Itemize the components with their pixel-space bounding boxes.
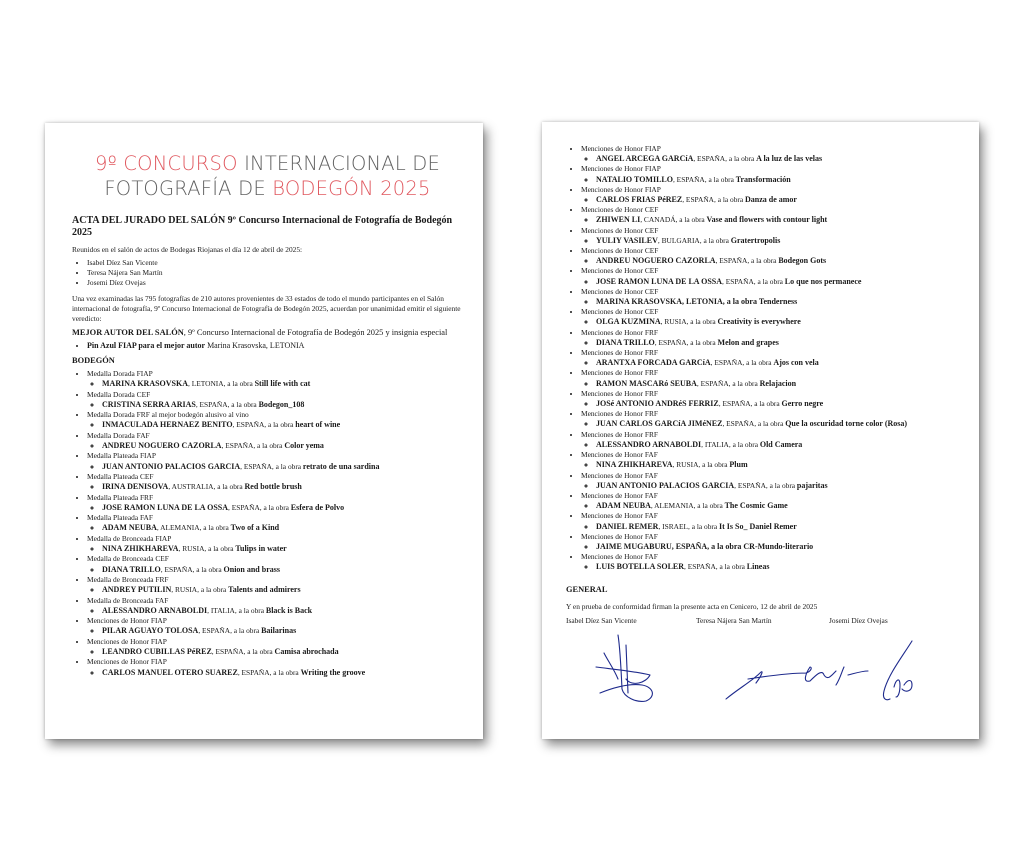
award-winner-list bbox=[87, 544, 463, 554]
award-category-label: Menciones de Honor FIAP bbox=[87, 636, 167, 646]
award-category bbox=[87, 431, 463, 452]
winner-name: ARANTXA FORCADA GARCíA bbox=[596, 358, 711, 368]
award-category bbox=[87, 472, 463, 493]
juror-item: • Josemi Díez Ovejas bbox=[87, 278, 463, 288]
award-category-label: Medalla de Bronceada FRF bbox=[87, 574, 169, 584]
award-category-label: Menciones de Honor FAF bbox=[581, 531, 658, 541]
award-category-label: Medalla de Bronceada FAF bbox=[87, 595, 169, 605]
award-winner bbox=[102, 482, 463, 492]
award-winner bbox=[596, 154, 963, 164]
signatures-image bbox=[566, 627, 963, 707]
award-category-label: Menciones de Honor CEF bbox=[581, 225, 659, 235]
winner-name: NINA ZHIKHAREVA bbox=[596, 460, 673, 470]
award-winner bbox=[102, 462, 463, 472]
signatures-area bbox=[566, 627, 963, 707]
award-winner bbox=[596, 562, 963, 572]
award-category bbox=[87, 596, 463, 617]
winner-name: JOSé ANTONIO ANDRéS FERRIZ bbox=[596, 399, 719, 409]
award-winner bbox=[102, 400, 463, 410]
award-winner bbox=[596, 379, 963, 389]
winner-work-title: Plum bbox=[729, 460, 748, 470]
winner-country: , ESPAÑA, a la obra bbox=[672, 174, 736, 184]
pin-item bbox=[87, 340, 463, 351]
winner-work-title: heart of wine bbox=[295, 420, 341, 430]
award-category-label: Menciones de Honor FRF bbox=[581, 388, 658, 398]
signatory-name: Teresa Nájera San Martín bbox=[696, 615, 772, 625]
winner-name: CARLOS MANUEL OTERO SUAREZ bbox=[102, 667, 238, 677]
title-red-part-2: BODEGÓN 2025 bbox=[272, 177, 431, 200]
acta-page-1 bbox=[45, 123, 483, 739]
award-winner bbox=[102, 585, 463, 595]
award-winner bbox=[102, 606, 463, 616]
winner-name: DIANA TRILLO bbox=[102, 564, 161, 574]
award-winner-list bbox=[581, 481, 963, 491]
award-winner bbox=[102, 544, 463, 554]
award-winner-list bbox=[87, 503, 463, 513]
winner-work-title: Bodegon_108 bbox=[258, 399, 305, 409]
award-category-label: Medalla de Bronceada FIAP bbox=[87, 533, 172, 543]
winner-name: JUAN ANTONIO PALACIOS GARCIA bbox=[596, 480, 735, 490]
winner-name: MARINA KRASOVSKA, LETONIA, a la obra Tenderness bbox=[596, 297, 798, 307]
winner-country: , ITALIA, a la obra bbox=[207, 605, 266, 615]
award-winner-list bbox=[581, 256, 963, 266]
winner-country: , ESPAÑA, a la obra bbox=[684, 562, 747, 572]
winner-name: ALESSANDRO ARNABOLDI bbox=[596, 439, 702, 449]
winner-name: NATALIO TOMILLO bbox=[596, 174, 673, 184]
winner-work-title: Writing the groove bbox=[300, 667, 366, 677]
winner-country: , ESPAÑA, a la obra bbox=[722, 276, 785, 286]
acta-heading: ACTA DEL JURADO DEL SALÓN 9º Concurso Internacional de Fotografía de Bodegón 2025 bbox=[72, 215, 453, 238]
award-winner-list bbox=[581, 358, 963, 368]
award-winner bbox=[102, 503, 463, 513]
signatory-names bbox=[566, 616, 963, 625]
award-winner-list bbox=[87, 626, 463, 636]
winner-country: , ESPAÑA, a la obra bbox=[240, 461, 303, 471]
award-winner bbox=[596, 277, 963, 287]
award-category bbox=[581, 144, 963, 164]
winner-country: , ESPAÑA, a la obra bbox=[221, 441, 285, 451]
contest-title bbox=[72, 151, 463, 201]
award-category-label: Menciones de Honor FIAP bbox=[581, 144, 661, 153]
mejor-autor-label: MEJOR AUTOR DEL SALÓN bbox=[72, 328, 184, 337]
award-category bbox=[87, 637, 463, 658]
winner-country: , ESPAÑA, a la obra bbox=[693, 154, 757, 164]
winner-work-title: Ajos con vela bbox=[773, 358, 819, 368]
mejor-autor-line bbox=[72, 327, 463, 338]
winner-country: , ESPAÑA, a la obra bbox=[710, 358, 774, 368]
winner-country: , ISRAEL, a la obra bbox=[658, 521, 720, 531]
juror-item: • Isabel Díez San Vicente bbox=[87, 258, 463, 268]
award-winner-list bbox=[581, 195, 963, 205]
award-winner bbox=[102, 626, 463, 636]
award-winner-list bbox=[87, 647, 463, 657]
winner-work-title: The Cosmic Game bbox=[724, 501, 788, 511]
award-winner-list bbox=[581, 297, 963, 307]
award-winner-list bbox=[87, 585, 463, 595]
award-category bbox=[87, 390, 463, 411]
winner-name: OLGA KUZMINA bbox=[596, 317, 661, 327]
award-winner-list bbox=[87, 482, 463, 492]
winner-name: ANGEL ARCEGA GARCíA bbox=[596, 154, 694, 164]
award-list bbox=[72, 369, 463, 678]
award-category-label: Menciones de Honor CEF bbox=[581, 246, 659, 256]
winner-country: , ESPAÑA, a la obra bbox=[654, 337, 718, 347]
winner-country: , ITALIA, a la obra bbox=[701, 439, 760, 449]
award-winner-list bbox=[581, 236, 963, 246]
award-winner-list bbox=[581, 440, 963, 450]
winner-name: ADAM NEUBA bbox=[596, 501, 651, 511]
award-list bbox=[566, 144, 963, 573]
award-category bbox=[87, 451, 463, 472]
winner-country: , LETONIA, a la obra bbox=[188, 379, 255, 389]
award-winner-list bbox=[87, 668, 463, 678]
award-category bbox=[581, 471, 963, 491]
award-category bbox=[581, 226, 963, 246]
award-winner bbox=[596, 338, 963, 348]
winner-country: , ALEMANIA, a la obra bbox=[650, 501, 725, 511]
award-category-label: Menciones de Honor FRF bbox=[581, 429, 658, 439]
winner-work-title: Melon and grapes bbox=[717, 337, 779, 347]
winner-name: ALESSANDRO ARNABOLDI bbox=[102, 605, 208, 615]
pin-rest: Marina Krasovska, LETONIA bbox=[205, 341, 305, 350]
award-category bbox=[87, 534, 463, 555]
award-category-label: Medalla Dorada CEF bbox=[87, 389, 151, 399]
award-winner bbox=[596, 236, 963, 246]
award-category bbox=[87, 369, 463, 390]
winner-country: , RUSIA, a la obra bbox=[672, 460, 730, 470]
award-category-label: Menciones de Honor FIAP bbox=[581, 164, 661, 174]
winner-name: JAIME MUGABURU, ESPAÑA, a la obra CR-Mundo-literario bbox=[596, 541, 814, 551]
award-category-label: Medalla Dorada FAF bbox=[87, 430, 150, 440]
award-category-label: Menciones de Honor FIAP bbox=[87, 616, 167, 626]
winner-work-title: pajaritas bbox=[796, 480, 828, 490]
award-category-label: Menciones de Honor FAF bbox=[581, 450, 658, 460]
award-category bbox=[581, 389, 963, 409]
mejor-autor-rest: , 9º Concurso Internacional de Fotografía de Bodegón 2025 y insignia especial bbox=[183, 328, 448, 337]
award-winner-list bbox=[581, 317, 963, 327]
award-winner bbox=[596, 542, 963, 552]
award-winner bbox=[102, 565, 463, 575]
winner-name: ANDREU NOGUERO CAZORLA bbox=[102, 441, 222, 451]
award-winner bbox=[596, 195, 963, 205]
winner-name: DANIEL REMER bbox=[596, 521, 659, 531]
award-category bbox=[581, 328, 963, 348]
winner-name: MARINA KRASOVSKA bbox=[102, 379, 189, 389]
award-category-label: Menciones de Honor FRF bbox=[581, 368, 658, 378]
winner-country: , ESPAÑA, a la obra bbox=[198, 626, 262, 636]
award-winner-list bbox=[581, 277, 963, 287]
award-winner bbox=[596, 358, 963, 368]
winner-name: DIANA TRILLO bbox=[596, 337, 655, 347]
award-winner bbox=[596, 501, 963, 511]
winner-work-title: Creativity is everywhere bbox=[717, 317, 801, 327]
award-winner-list bbox=[87, 379, 463, 389]
examined-text: Una vez examinadas las 795 fotografías de 210 autores provenientes de 33 estados de todo el mundo participantes en el Salón internacional de fotografía, 9º Concurso Internacional de Fotografía de Bodegón 2025, acuerdan por unanimidad emitir el siguiente veredicto: bbox=[72, 294, 461, 323]
winner-name: ANDREU NOGUERO CAZORLA bbox=[596, 256, 716, 266]
winner-work-title: Transformación bbox=[735, 174, 791, 184]
award-category-label: Medalla Plateada FRF bbox=[87, 492, 154, 502]
winner-country: , ESPAÑA, a la obra bbox=[734, 480, 797, 490]
winner-work-title: Bodegon Gots bbox=[778, 256, 827, 266]
winner-work-title: Talents and admirers bbox=[228, 585, 301, 595]
title-part-2: FOTOGRAFÍA DE bbox=[104, 177, 273, 200]
award-category bbox=[581, 532, 963, 552]
winner-work-title: Old Camera bbox=[759, 439, 803, 449]
award-category bbox=[87, 493, 463, 514]
award-category bbox=[581, 185, 963, 205]
award-winner bbox=[596, 256, 963, 266]
award-winner bbox=[596, 297, 963, 307]
award-category bbox=[581, 491, 963, 511]
winner-name: ZHIWEN LI bbox=[596, 215, 641, 225]
award-category bbox=[581, 430, 963, 450]
award-winner-list bbox=[87, 441, 463, 451]
award-category bbox=[581, 368, 963, 388]
winner-country: , ESPAÑA, a la obra bbox=[237, 667, 301, 677]
award-category-label: Menciones de Honor FAF bbox=[581, 552, 658, 562]
winner-name: NINA ZHIKHAREVA bbox=[102, 544, 179, 554]
winner-work-title: Tulips in water bbox=[235, 544, 287, 554]
award-winner-list bbox=[87, 420, 463, 430]
winner-name: LUIS BOTELLA SOLER bbox=[596, 562, 685, 572]
winner-work-title: Lo que nos permanece bbox=[784, 276, 862, 286]
winner-country: , ESPAÑA, a la obra bbox=[228, 502, 291, 512]
award-category bbox=[581, 552, 963, 572]
winner-name: PILAR AGUAYO TOLOSA bbox=[102, 626, 199, 636]
award-category-label: Menciones de Honor CEF bbox=[581, 266, 659, 276]
award-category-label: Menciones de Honor CEF bbox=[581, 286, 659, 296]
award-winner-list bbox=[87, 462, 463, 472]
award-winner bbox=[596, 317, 963, 327]
award-winner-list bbox=[581, 419, 963, 429]
award-category bbox=[581, 246, 963, 266]
winner-name: CRISTINA SERRA ARIAS bbox=[102, 399, 196, 409]
acta-page-2 bbox=[542, 122, 979, 739]
winner-work-title: Vase and flowers with contour light bbox=[706, 215, 828, 225]
winner-country: , ESPAÑA, a la obra bbox=[232, 420, 296, 430]
closing-text: Y en prueba de conformidad firman la presente acta en Cenicero, 12 de abril de 2025 bbox=[566, 601, 818, 611]
award-winner-list bbox=[581, 501, 963, 511]
award-category-label: Menciones de Honor CEF bbox=[581, 205, 659, 215]
award-winner bbox=[596, 460, 963, 470]
award-winner bbox=[102, 523, 463, 533]
award-winner bbox=[102, 379, 463, 389]
award-winner-list bbox=[581, 379, 963, 389]
award-category bbox=[87, 616, 463, 637]
winner-work-title: Black is Back bbox=[265, 605, 313, 615]
award-winner bbox=[596, 175, 963, 185]
award-category bbox=[87, 410, 463, 431]
award-category-label: Medalla Plateada CEF bbox=[87, 471, 154, 481]
winner-country: , ESPAÑA, a la obra bbox=[195, 399, 259, 409]
award-winner-list bbox=[87, 523, 463, 533]
winner-name: JUAN CARLOS GARCíA JIMéNEZ bbox=[596, 419, 723, 429]
pin-list bbox=[72, 340, 463, 351]
award-winner-list bbox=[581, 338, 963, 348]
award-category-label: Medalla Dorada FRF al mejor bodegón alusivo al vino bbox=[87, 410, 249, 420]
award-winner bbox=[102, 420, 463, 430]
award-category bbox=[581, 348, 963, 368]
winner-name: JOSE RAMON LUNA DE LA OSSA bbox=[102, 502, 229, 512]
winner-work-title: retrato de una sardina bbox=[302, 461, 380, 471]
winner-country: , BULGARIA, a la obra bbox=[657, 235, 731, 245]
winner-country: , ESPAÑA, a la obra bbox=[722, 419, 786, 429]
award-category bbox=[581, 266, 963, 286]
award-winner-list bbox=[581, 215, 963, 225]
winner-name: LEANDRO CUBILLAS PéREZ bbox=[102, 647, 212, 657]
winner-work-title: A la luz de las velas bbox=[756, 154, 823, 164]
winner-name: INMACULADA HERNAEZ BENITO bbox=[102, 420, 233, 430]
winner-name: ANDREY PUTILIN bbox=[102, 585, 172, 595]
winner-country: , ESPAÑA, a la obra bbox=[696, 378, 760, 388]
winner-work-title: Danza de amor bbox=[744, 195, 797, 205]
winner-country: , ALEMANIA, a la obra bbox=[156, 523, 231, 533]
meeting-text: Reunidos en el salón de actos de Bodegas Riojanas el día 12 de abril de 2025: bbox=[72, 245, 303, 254]
award-winner bbox=[596, 440, 963, 450]
award-category bbox=[87, 554, 463, 575]
winner-name: RAMON MASCARó SEUBA bbox=[596, 378, 697, 388]
juror-list bbox=[72, 258, 463, 288]
award-winner bbox=[596, 522, 963, 532]
winner-name: JOSE RAMON LUNA DE LA OSSA bbox=[596, 276, 723, 286]
award-winner-list bbox=[581, 399, 963, 409]
winner-work-title: Que la oscuridad torne color (Rosa) bbox=[785, 419, 908, 429]
winner-work-title: Color yema bbox=[284, 441, 324, 451]
award-winner bbox=[596, 215, 963, 225]
bodegon-heading: BODEGÓN bbox=[72, 356, 115, 365]
winner-country: , CANADÁ, a la obra bbox=[640, 215, 707, 225]
award-category bbox=[87, 575, 463, 596]
winner-country: , AUSTRALIA, a la obra bbox=[168, 482, 245, 492]
winner-work-title: Gratertropolis bbox=[730, 235, 781, 245]
award-category-label: Medalla Plateada FAF bbox=[87, 513, 153, 523]
winner-work-title: Relajacion bbox=[759, 378, 797, 388]
award-category-label: Menciones de Honor FAF bbox=[581, 470, 658, 480]
winner-work-title: Red bottle brush bbox=[244, 482, 302, 492]
signature-3 bbox=[883, 641, 912, 700]
winner-country: , RUSIA, a la obra bbox=[660, 317, 718, 327]
winner-work-title: Gerro negre bbox=[781, 399, 824, 409]
signature-1 bbox=[596, 635, 652, 701]
winner-country: , ESPAÑA, a la obra bbox=[160, 564, 224, 574]
award-category bbox=[581, 205, 963, 225]
award-winner-list bbox=[87, 565, 463, 575]
award-winner bbox=[102, 668, 463, 678]
award-category bbox=[581, 164, 963, 184]
winner-country: , ESPAÑA, a la obra bbox=[718, 399, 782, 409]
winner-work-title: Onion and brass bbox=[223, 564, 280, 574]
award-category bbox=[581, 287, 963, 307]
pin-label: Pin Azul FIAP para el mejor autor bbox=[87, 341, 206, 350]
award-category-label: Medalla Dorada FIAP bbox=[87, 369, 153, 378]
award-category-label: Medalla Plateada FIAP bbox=[87, 451, 156, 461]
award-category bbox=[581, 307, 963, 327]
award-winner-list bbox=[87, 400, 463, 410]
winner-name: IRINA DENISOVA bbox=[102, 482, 169, 492]
winner-name: YULIY VASILEV bbox=[596, 235, 658, 245]
award-category bbox=[87, 513, 463, 534]
title-red-part-1: 9º CONCURSO bbox=[94, 152, 238, 175]
winner-country: , RUSIA, a la obra bbox=[178, 544, 236, 554]
award-category bbox=[581, 409, 963, 429]
award-category-label: Menciones de Honor FRF bbox=[581, 348, 658, 358]
award-winner bbox=[102, 441, 463, 451]
award-winner-list bbox=[581, 562, 963, 572]
winner-name: JUAN ANTONIO PALACIOS GARCIA bbox=[102, 461, 241, 471]
award-category-label: Medalla de Bronceada CEF bbox=[87, 554, 169, 564]
award-category-label: Menciones de Honor FRF bbox=[581, 327, 658, 337]
juror-item: • Teresa Nájera San Martín bbox=[87, 268, 463, 278]
signatory-name: Isabel Díez San Vicente bbox=[566, 615, 637, 625]
winner-country: , ESPAÑA, a la obra bbox=[211, 647, 275, 657]
award-winner-list bbox=[581, 460, 963, 470]
winner-country: , ESPAÑA, a la obra bbox=[715, 256, 779, 266]
award-winner bbox=[596, 399, 963, 409]
award-category bbox=[87, 657, 463, 678]
general-heading: GENERAL bbox=[566, 584, 608, 594]
winner-country: , RUSIA, a la obra bbox=[171, 585, 229, 595]
winner-work-title: Bailarinas bbox=[261, 626, 297, 636]
award-category-label: Menciones de Honor FAF bbox=[581, 490, 658, 500]
signatory-name: Josemi Díez Ovejas bbox=[829, 615, 888, 625]
award-category-label: Menciones de Honor FIAP bbox=[581, 184, 661, 194]
award-winner-list bbox=[581, 542, 963, 552]
winner-work-title: Esfera de Polvo bbox=[290, 502, 345, 512]
title-part-1: INTERNACIONAL DE bbox=[237, 152, 441, 175]
award-winner-list bbox=[581, 175, 963, 185]
signature-2 bbox=[726, 667, 868, 699]
winner-work-title: It Is So_ Daniel Remer bbox=[719, 521, 797, 531]
winner-work-title: Two of a Kind bbox=[230, 523, 280, 533]
winner-work-title: Camisa abrochada bbox=[274, 647, 339, 657]
award-category-label: Menciones de Honor CEF bbox=[581, 307, 659, 317]
award-winner bbox=[596, 481, 963, 491]
award-winner-list bbox=[581, 154, 963, 164]
award-winner bbox=[596, 419, 963, 429]
winner-work-title: Still life with cat bbox=[254, 379, 311, 389]
award-category bbox=[581, 450, 963, 470]
award-category-label: Menciones de Honor FRF bbox=[581, 409, 658, 419]
award-winner bbox=[102, 647, 463, 657]
winner-country: , ESPAÑA, a la obra bbox=[682, 195, 745, 205]
winner-name: CARLOS FRIAS PéREZ bbox=[596, 195, 683, 205]
award-category-label: Menciones de Honor FAF bbox=[581, 511, 658, 521]
award-winner-list bbox=[87, 606, 463, 616]
winner-work-title: Lineas bbox=[746, 562, 770, 572]
award-winner-list bbox=[581, 522, 963, 532]
award-category-label: Menciones de Honor FIAP bbox=[87, 657, 167, 667]
award-category bbox=[581, 511, 963, 531]
winner-name: ADAM NEUBA bbox=[102, 523, 157, 533]
